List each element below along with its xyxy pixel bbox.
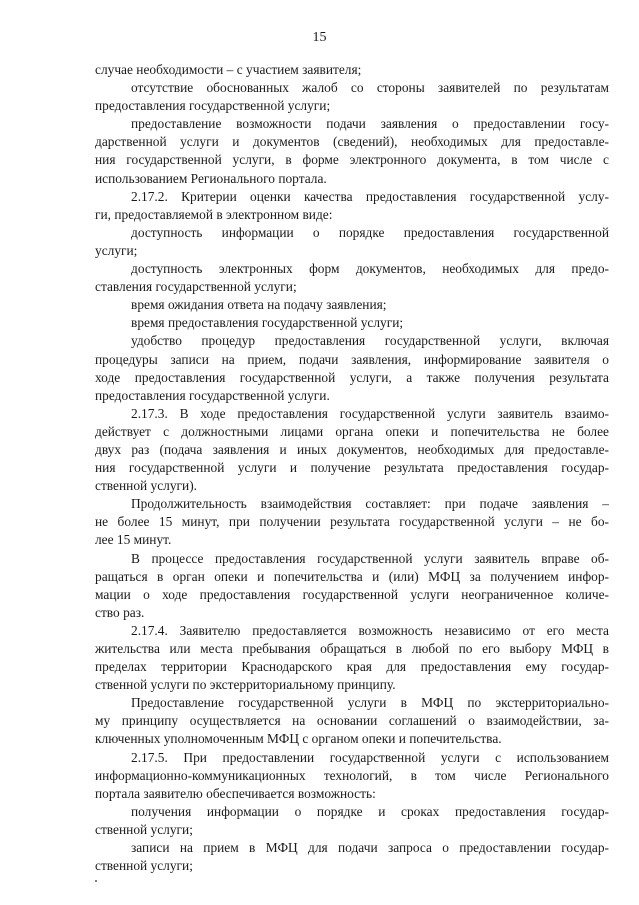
text-line: портала заявителю обеспечивается возможность: [95, 785, 376, 801]
text-line: му принципу осуществляется на основании соглашений о взаимодействии, за- [95, 713, 609, 729]
text-line: ственной услуги; [95, 858, 193, 874]
text-line: услуги; [95, 242, 138, 258]
text-line: ния государственной услуги и получение результата предоставления государ- [95, 460, 609, 476]
text-line: ставления государственной услуги; [95, 279, 297, 295]
text-line: использованием Регионального портала. [95, 170, 327, 186]
text-line: предоставление возможности подачи заявления о предоставлении госу- [131, 116, 609, 132]
text-line: доступность электронных форм документов, необходимых для предо- [131, 261, 609, 277]
text-line: удобство процедур предоставления государственной услуги, включая [131, 333, 609, 349]
text-line: 2.17.2. Критерии оценки качества предоставления государственной услу- [131, 188, 609, 204]
text-line: предоставления государственной услуги. [95, 387, 330, 403]
page-number: 15 [312, 30, 327, 45]
text-line: процедуры записи на прием, подачи заявления, информирование заявителя о [95, 351, 609, 367]
text-line: ственной услуги). [95, 478, 198, 494]
text-line: действует с должностными лицами органа опеки и попечительства не более [95, 423, 609, 439]
text-line: жительства или места пребывания обращаться в любой по его выбору МФЦ в [95, 641, 609, 656]
scan-speck [95, 880, 97, 882]
text-line: ственной услуги; [95, 821, 193, 837]
text-line: мации о ходе предоставления государственной услуги неограниченное количе- [95, 586, 609, 602]
text-line: 2.17.4. Заявителю предоставляется возможность независимо от его места [131, 622, 609, 638]
text-line: отсутствие обоснованных жалоб со стороны заявителей по результатам [131, 80, 609, 96]
text-line: двух раз (подача заявления и иных документов, необходимых для предоставле- [95, 441, 609, 457]
text-line: ходе предоставления государственной услуги, а также получения результата [95, 369, 609, 385]
text-line: ственной услуги по экстерриториальному принципу. [95, 677, 396, 693]
text-line: ния государственной услуги, в форме электронного документа, в том числе с [95, 152, 609, 168]
text-line: время предоставления государственной услуги; [131, 315, 404, 331]
text-line: записи на прием в МФЦ для подачи запроса о предоставлении государ- [131, 840, 609, 856]
document-body [95, 61, 609, 875]
text-line: получения информации о порядке и сроках предоставления государ- [131, 803, 609, 819]
text-line: информационно-коммуникационных технологий, в том числе Регионального [95, 767, 609, 783]
text-line: ство раз. [95, 604, 145, 620]
text-line: предоставления государственной услуги; [95, 98, 331, 114]
text-line: В процессе предоставления государственной услуги заявитель вправе об- [131, 550, 609, 566]
text-line: Предоставление государственной услуги в МФЦ по экстерриториально- [131, 695, 609, 711]
text-line: ключенных уполномоченным МФЦ с органом опеки и попечительства. [95, 731, 502, 747]
text-line: случае необходимости – с участием заявителя; [95, 62, 362, 77]
text-line: 2.17.5. При предоставлении государственной услуги с использованием [131, 749, 609, 765]
text-line: лее 15 минут. [95, 532, 172, 548]
text-line: ги, предоставляемой в электронном виде: [95, 206, 333, 222]
text-line: время ожидания ответа на подачу заявления; [131, 297, 387, 313]
text-line: 2.17.3. В ходе предоставления государственной услуги заявитель взаимо- [131, 405, 609, 421]
text-line: ращаться в орган опеки и попечительства и (или) МФЦ за получением инфор- [95, 568, 609, 584]
text-line: дарственной услуги и документов (сведений), необходимых для предоставле- [95, 134, 609, 150]
text-line: доступность информации о порядке предоставления государственной [131, 224, 609, 240]
text-line: не более 15 минут, при получении результата государственной услуги – не бо- [95, 514, 609, 530]
text-line: пределах территории Краснодарского края для предоставления ему государ- [95, 659, 609, 675]
text-line: Продолжительность взаимодействия составляет: при подаче заявления – [131, 496, 609, 512]
